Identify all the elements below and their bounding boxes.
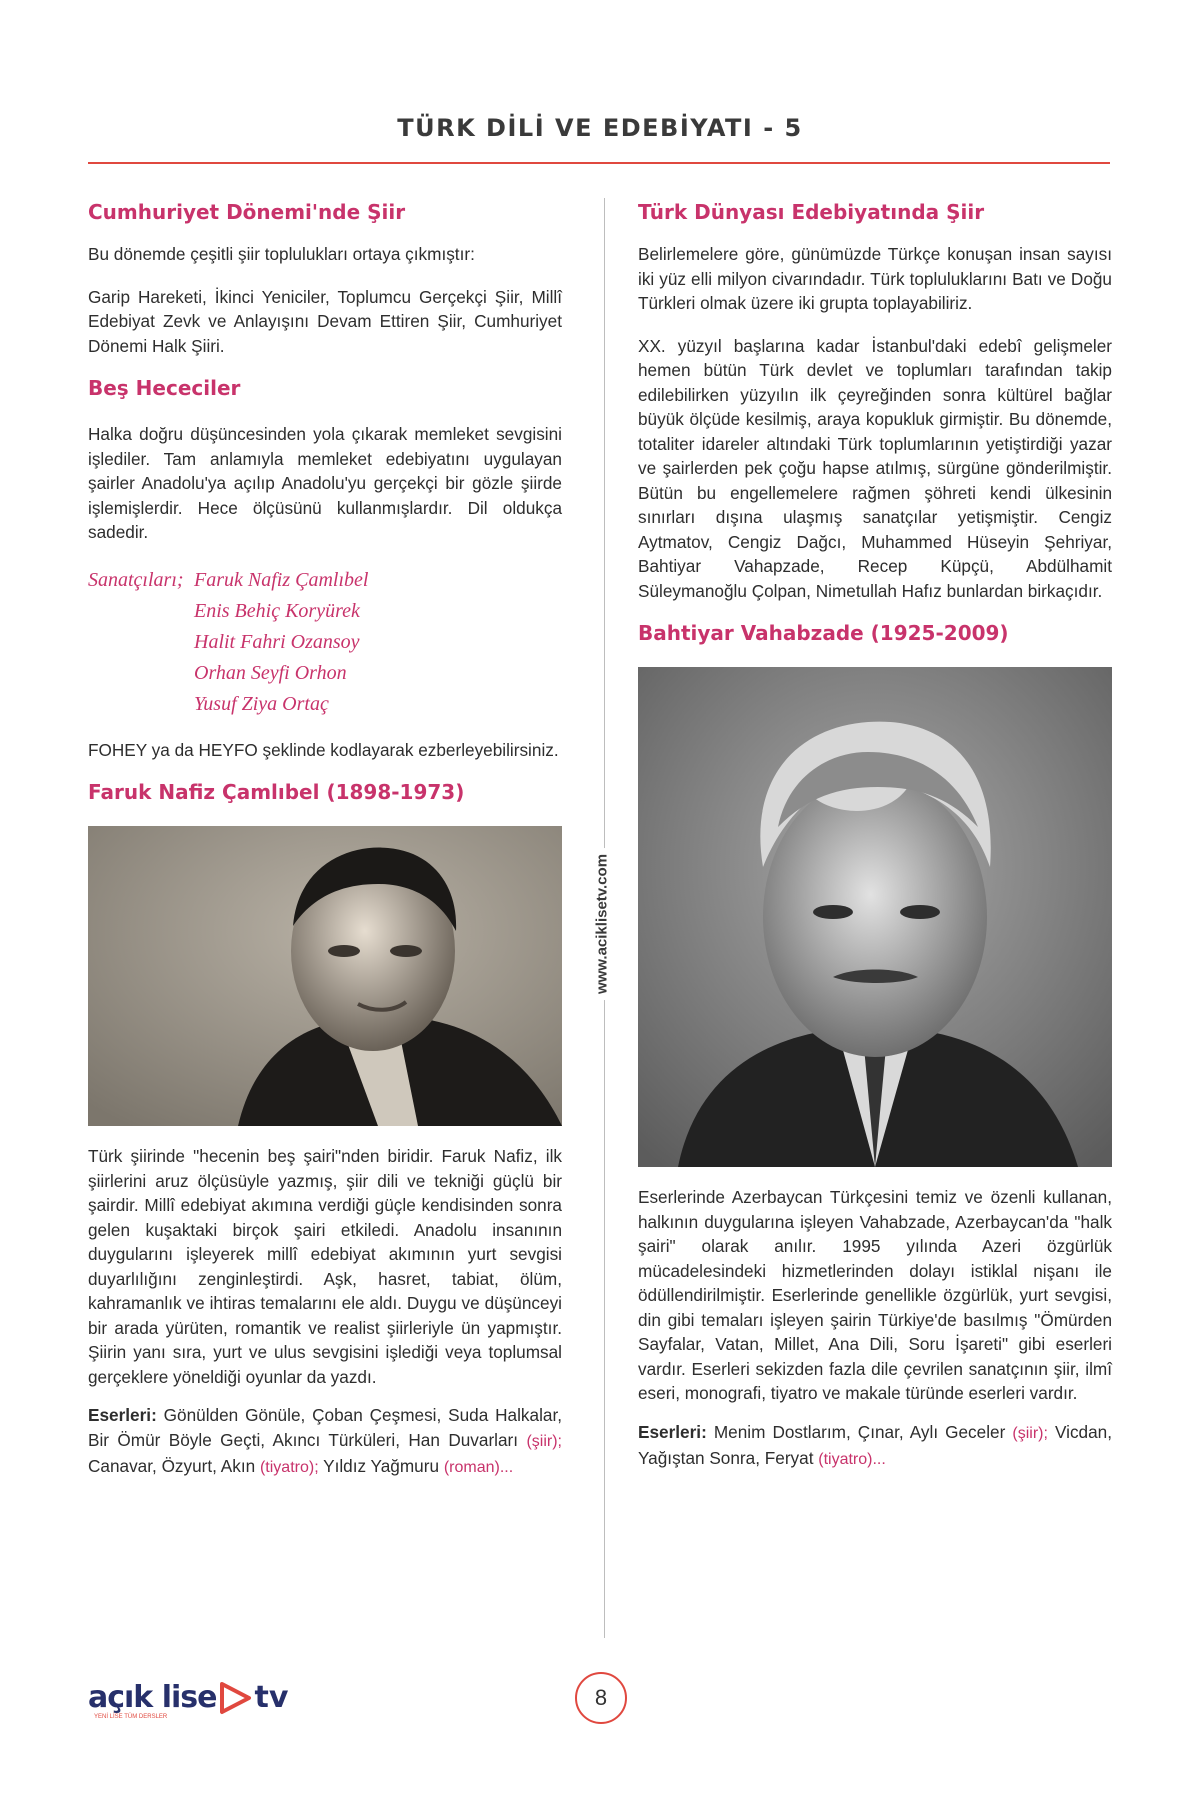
portrait-photo-bahtiyar <box>638 667 1112 1167</box>
website-url: www.aciklisetv.com <box>594 848 611 1000</box>
works-list: Vicdan, Yağıştan Sonra, Feryat <box>638 1421 1112 1468</box>
genre-tag: (şiir); <box>1012 1424 1048 1442</box>
works-list: Canavar, Özyurt, Akın <box>88 1456 256 1476</box>
right-column <box>638 196 1112 1473</box>
works-label: Eserleri: <box>638 1421 707 1442</box>
genre-tag: (tiyatro)... <box>818 1451 886 1468</box>
paragraph: Türk şiirinde "hecenin beş şairi"nden biridir. Faruk Nafiz, ilk şiirlerini aruz ölçüsüyle yazmış, şiir dili ve tekniği güçlü bir şairdir. Millî edebiyat akımına verdiği güçle kendisinden sonra gelen kuşaktaki birçok şairi etkiledi. Anadolu insanının duygularını işleyerek millî edebiyat akımının yurt sevgisi duyarlılığını zenginleştirdi. Aşk, hasret, tabiat, ölüm, kahramanlık ve ihtiras temalarını ele aldı. Duygu ve düşünceyi bir arada yürüten, romantik ve realist şiirleriyle ün yapmıştır. Şiirin yanı sıra, yurt ve ulus sevgisini işlediği veya toplumsal gerçeklere yöneldiği oyunlar da yazdı. <box>88 1146 562 1387</box>
paragraph: Halka doğru düşüncesinden yola çıkarak memleket sevgisini işlediler. Tam anlamıyla memleket edebiyatını uygulayan şairler Anadolu'ya açılıp Anadolu'yu gerçekçi bir gözle şiirde işlemişlerdir. Hece ölçüsünü kullanmışlardır. Dil oldukça sadedir. <box>88 424 562 542</box>
genre-tag: (roman)... <box>443 1459 514 1476</box>
poet-name: Faruk Nafiz Çamlıbel <box>194 568 369 591</box>
section-heading-bes-hececiler: Beş Hececiler <box>88 376 241 400</box>
poet-name: Enis Behiç Koryürek <box>194 599 360 622</box>
logo-text: açık lise <box>88 1680 217 1715</box>
poets-list <box>194 565 368 720</box>
works-list: Menim Dostlarım, Çınar, Aylı Geceler <box>713 1421 1006 1442</box>
poets-label: Sanatçıları; <box>88 568 184 591</box>
section-heading-faruk: Faruk Nafiz Çamlıbel (1898-1973) <box>88 780 465 804</box>
poets-block <box>88 565 562 720</box>
paragraph: Bu dönemde çeşitli şiir toplulukları ortaya çıkmıştır: <box>88 244 475 264</box>
poet-name: Orhan Seyfi Orhon <box>194 661 347 684</box>
logo-tv: tv <box>254 1680 289 1715</box>
works-list: Gönülden Gönüle, Çoban Çeşmesi, Suda Halkalar, Bir Ömür Böyle Geçti, Akıncı Türküleri, Han Duvarları <box>88 1405 563 1450</box>
works-paragraph <box>88 1403 562 1481</box>
paragraph: XX. yüzyıl başlarına kadar İstanbul'daki edebî gelişmeler hemen bütün Türk devlet ve toplumları tarafından takip edilebilirken yüzyılın ilk çeyreğinden sonra kültürel bağlar büyük ölçüde kesilmiş, araya kopukluk girmiştir. Bu dönemde, totaliter idareler altındaki Türk toplumlarının yetiştirdiği yazar ve şairlerden pek çoğu hapse atılmış, sürgüne gönderilmiştir. Bütün bu engellemelere rağmen şöhreti kendi ülkesinin sınırları dışına ulaşmış sanatçılar yetişmiştir. Cengiz Aytmatov, Cengiz Dağcı, Muhammed Hüseyin Şehriyar, Bahtiyar Vahapzade, Recep Küpçü, Abdülhamit Süleymanoğlu Çolpan, Nimetullah Hafız bunlardan birkaçıdır. <box>638 335 1112 601</box>
poet-name: Halit Fahri Ozansoy <box>194 630 360 653</box>
paragraph: Eserlerinde Azerbaycan Türkçesini temiz ve özenli kullanan, halkının duygularına işleyen Vahabzade, Azerbaycan'da "halk şairi" olarak anılır. 1995 yılında Azeri özgürlük mücadelesindeki hizmetlerinden dolayı istiklal nişanı ile ödüllendirilmiştir. Eserlerinde genellikle özgürlük, yurt sevgisi, din gibi temaları işleyen şairin Türkiye'de basılmış "Ömürden Sayfalar, Vatan, Millet, Ana Dili, Soru İşareti" gibi eserleri vardır. Eserleri sekizden fazla dile çevrilen sanatçının şiir, ilmî eseri, monografi, tiyatro ve makale türünde eserleri vardır. <box>638 1187 1112 1403</box>
logo-tagline: YENİ LİSE TÜM DERSLER <box>94 1714 168 1720</box>
paragraph: Garip Hareketi, İkinci Yeniciler, Toplumcu Gerçekçi Şiir, Millî Edebiyat Zevk ve Anlayışını Devam Ettiren Şiir, Cumhuriyet Dönemi Halk Şiiri. <box>88 286 562 356</box>
genre-tag: (tiyatro); <box>259 1459 319 1476</box>
page-number: 8 <box>575 1672 627 1724</box>
works-list: Yıldız Yağmuru <box>323 1456 440 1476</box>
paragraph: Belirlemelere göre, günümüzde Türkçe konuşan insan sayısı iki yüz elli milyon civarındadır. Türk topluluklarını Batı ve Doğu Türkleri olmak üzere iki grupta toplayabiliriz. <box>638 244 1112 313</box>
section-heading-bahtiyar: Bahtiyar Vahabzade (1925-2009) <box>638 621 1009 645</box>
page-title: TÜRK DİLİ VE EDEBİYATI - 5 <box>397 114 803 142</box>
title-divider <box>88 162 1110 164</box>
play-icon <box>218 1681 252 1715</box>
brand-logo[interactable] <box>88 1680 289 1720</box>
paragraph: FOHEY ya da HEYFO şeklinde kodlayarak ezberleyebilirsiniz. <box>88 739 559 760</box>
works-label: Eserleri: <box>88 1405 157 1425</box>
poet-name: Yusuf Ziya Ortaç <box>194 692 329 715</box>
works-paragraph <box>638 1420 1112 1473</box>
left-column <box>88 196 562 1481</box>
section-heading-cumhuriyet: Cumhuriyet Dönemi'nde Şiir <box>88 200 406 224</box>
section-heading-turk-dunyasi: Türk Dünyası Edebiyatında Şiir <box>638 200 985 224</box>
genre-tag: (şiir); <box>526 1432 562 1450</box>
portrait-photo-faruk <box>88 826 562 1126</box>
